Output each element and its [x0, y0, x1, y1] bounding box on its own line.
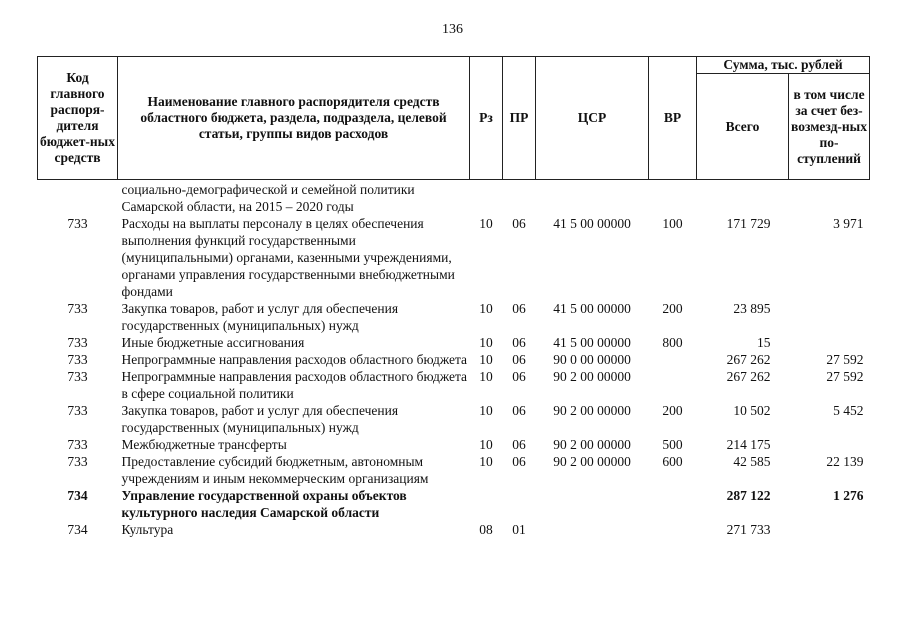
cell-free: 22 139 — [826, 454, 864, 469]
cell-free: 27 592 — [826, 352, 864, 367]
cell-vr — [649, 351, 697, 368]
cell-code: 733 — [67, 216, 88, 231]
cell-code: 734 — [67, 488, 88, 503]
cell-pr: 06 — [512, 403, 526, 418]
header-code: Код главного распоря-дителя бюджет-ных средств — [38, 57, 118, 180]
cell-code — [38, 180, 118, 216]
header-csr: ЦСР — [536, 57, 649, 180]
table-row — [38, 453, 870, 487]
cell-pr: 06 — [512, 301, 526, 316]
cell-vr: 500 — [662, 437, 683, 452]
cell-csr: 90 2 00 00000 — [553, 403, 631, 418]
cell-rz: 10 — [479, 403, 493, 418]
header-rz: Рз — [470, 57, 503, 180]
cell-name: Непрограммные направления расходов областного бюджета — [121, 352, 468, 367]
page-number: 136 — [442, 22, 463, 37]
table-row — [38, 180, 870, 216]
cell-name: Расходы на выплаты персоналу в целях обеспечения выполнения функций государственными (муниципальными) органами, казенными учреждениями, органами управления государственными внебюджетными фондами — [121, 216, 455, 299]
table-row — [38, 368, 870, 402]
cell-code: 733 — [67, 403, 88, 418]
cell-total: 23 895 — [733, 301, 771, 316]
cell-rz — [470, 487, 503, 521]
cell-rz: 10 — [479, 454, 493, 469]
cell-pr: 06 — [512, 369, 526, 384]
cell-total: 271 733 — [726, 522, 771, 537]
cell-name: Межбюджетные трансферты — [121, 437, 287, 452]
budget-table — [37, 56, 870, 538]
table-row — [38, 436, 870, 453]
cell-rz: 10 — [479, 352, 493, 367]
cell-name: Иные бюджетные ассигнования — [121, 335, 305, 350]
cell-csr: 90 2 00 00000 — [553, 437, 631, 452]
cell-total: 267 262 — [726, 369, 771, 384]
header-free: в том числе за счет без-возмезд-ных по-ступлений — [789, 74, 870, 180]
table-row — [38, 487, 870, 521]
cell-total: 42 585 — [733, 454, 771, 469]
cell-name: Культура — [121, 522, 174, 537]
cell-name: Закупка товаров, работ и услуг для обеспечения государственных (муниципальных) нужд — [121, 301, 399, 333]
header-name: Наименование главного распорядителя средств областного бюджета, раздела, подраздела, целевой статьи, группы видов расходов — [118, 57, 470, 180]
cell-pr: 06 — [512, 335, 526, 350]
cell-pr: 01 — [512, 522, 526, 537]
table-body — [38, 180, 870, 539]
cell-pr: 06 — [512, 216, 526, 231]
table-row — [38, 215, 870, 300]
cell-csr: 90 0 00 00000 — [553, 352, 631, 367]
cell-csr — [536, 180, 649, 216]
table-row — [38, 334, 870, 351]
cell-code: 733 — [67, 352, 88, 367]
cell-vr: 200 — [662, 301, 683, 316]
table-row — [38, 402, 870, 436]
cell-csr: 41 5 00 00000 — [553, 335, 631, 350]
cell-total: 267 262 — [726, 352, 771, 367]
cell-free: 5 452 — [833, 403, 864, 418]
cell-total: 10 502 — [733, 403, 771, 418]
cell-csr — [536, 487, 649, 521]
table-row — [38, 351, 870, 368]
cell-csr: 41 5 00 00000 — [553, 216, 631, 231]
cell-rz: 08 — [479, 522, 493, 537]
cell-free — [789, 521, 870, 538]
cell-name: Предоставление субсидий бюджетным, автономным учреждениям и иным некоммерческим организациям — [121, 454, 429, 486]
cell-code: 733 — [67, 335, 88, 350]
header-vr: ВР — [649, 57, 697, 180]
cell-total: 287 122 — [726, 488, 771, 503]
cell-free — [789, 180, 870, 216]
table-row — [38, 300, 870, 334]
cell-pr: 06 — [512, 437, 526, 452]
cell-rz: 10 — [479, 216, 493, 231]
cell-vr: 200 — [662, 403, 683, 418]
cell-name: Непрограммные направления расходов областного бюджета в сфере социальной политики — [121, 369, 468, 401]
cell-vr — [649, 521, 697, 538]
cell-free — [789, 436, 870, 453]
cell-name: социально-демографической и семейной политики Самарской области, на 2015 – 2020 годы — [121, 182, 415, 214]
cell-total: 171 729 — [726, 216, 771, 231]
cell-code: 734 — [67, 522, 88, 537]
cell-total: 214 175 — [726, 437, 771, 452]
cell-pr: 06 — [512, 454, 526, 469]
cell-free — [789, 334, 870, 351]
cell-pr: 06 — [512, 352, 526, 367]
cell-free: 1 276 — [833, 488, 864, 503]
header-pr: ПР — [503, 57, 536, 180]
cell-name: Управление государственной охраны объектов культурного наследия Самарской области — [121, 488, 407, 520]
cell-free — [789, 300, 870, 334]
cell-free: 27 592 — [826, 369, 864, 384]
cell-code: 733 — [67, 369, 88, 384]
cell-pr — [503, 180, 536, 216]
table-header — [38, 57, 870, 180]
cell-csr — [536, 521, 649, 538]
cell-vr — [649, 368, 697, 402]
cell-name: Закупка товаров, работ и услуг для обеспечения государственных (муниципальных) нужд — [121, 403, 399, 435]
cell-vr — [649, 180, 697, 216]
cell-total — [697, 180, 789, 216]
cell-vr — [649, 487, 697, 521]
cell-vr: 100 — [662, 216, 683, 231]
cell-csr: 90 2 00 00000 — [553, 454, 631, 469]
cell-pr — [503, 487, 536, 521]
cell-vr: 600 — [662, 454, 683, 469]
cell-code: 733 — [67, 301, 88, 316]
cell-free: 3 971 — [833, 216, 864, 231]
cell-rz: 10 — [479, 437, 493, 452]
cell-csr: 41 5 00 00000 — [553, 301, 631, 316]
header-sum: Сумма, тыс. рублей — [697, 57, 870, 74]
table-row — [38, 521, 870, 538]
cell-csr: 90 2 00 00000 — [553, 369, 631, 384]
cell-rz: 10 — [479, 335, 493, 350]
header-total: Всего — [697, 74, 789, 180]
cell-vr: 800 — [662, 335, 683, 350]
cell-code: 733 — [67, 454, 88, 469]
cell-code: 733 — [67, 437, 88, 452]
cell-rz: 10 — [479, 369, 493, 384]
cell-total: 15 — [757, 335, 771, 350]
cell-rz: 10 — [479, 301, 493, 316]
cell-rz — [470, 180, 503, 216]
